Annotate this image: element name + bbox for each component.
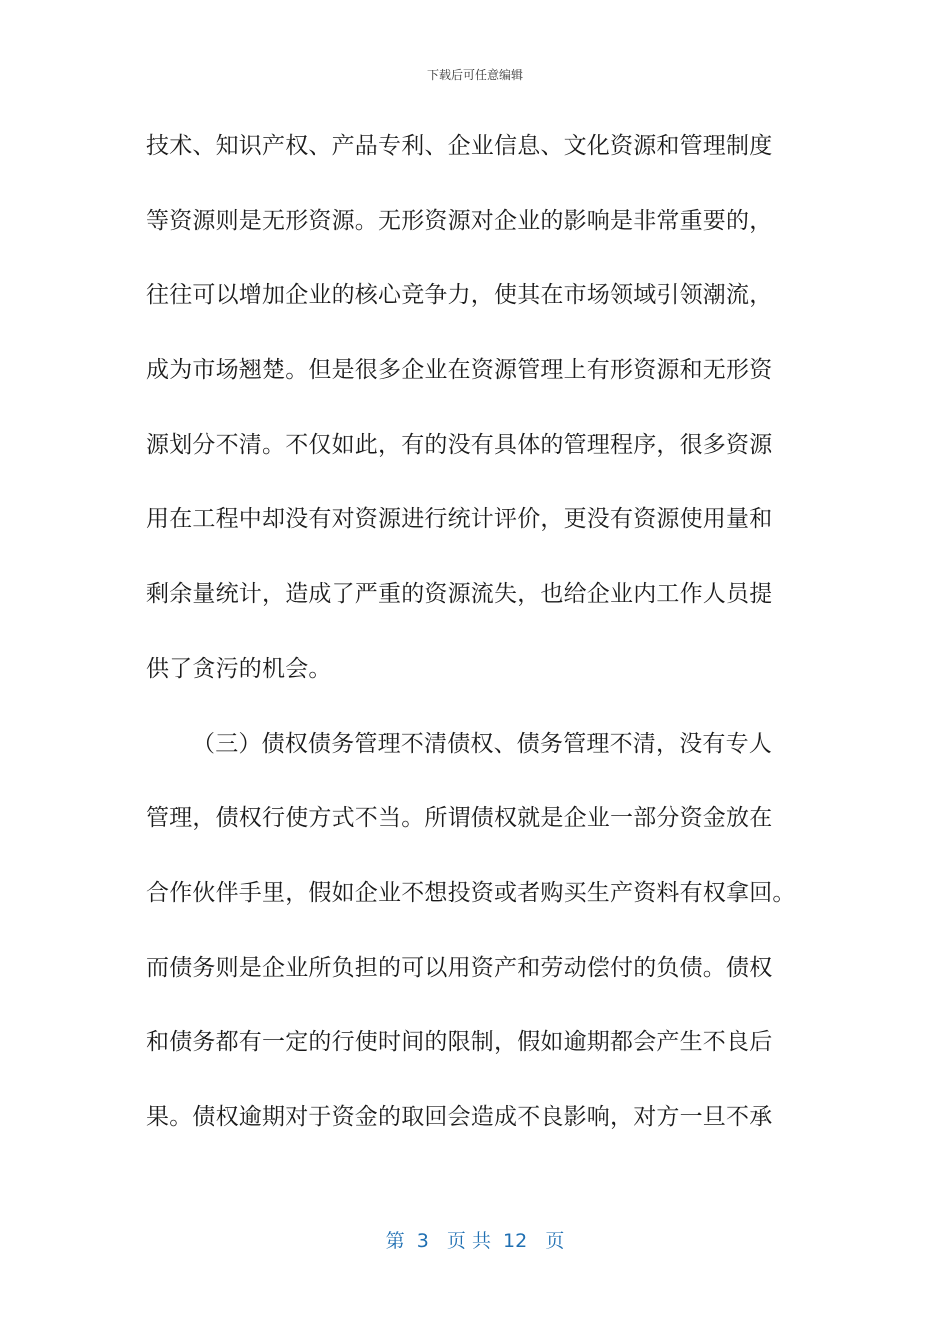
- text-line: 成为市场翘楚。但是很多企业在资源管理上有形资源和无形资: [146, 357, 773, 384]
- text-line: 剩余量统计，造成了严重的资源流失，也给企业内工作人员提: [146, 581, 773, 608]
- document-body: [146, 126, 816, 1172]
- text-line: 管理，债权行使方式不当。所谓债权就是企业一部分资金放在: [146, 805, 773, 832]
- text-line: 供了贪污的机会。: [146, 655, 332, 682]
- text-line: 用在工程中却没有对资源进行统计评价，更没有资源使用量和: [146, 506, 773, 533]
- page-number: 第 3 页 共 12 页: [385, 1230, 565, 1252]
- text-line: 等资源则是无形资源。无形资源对企业的影响是非常重要的，: [146, 207, 773, 234]
- text-line: 果。债权逾期对于资金的取回会造成不良影响，对方一旦不承: [146, 1103, 773, 1130]
- text-line: 而债务则是企业所负担的可以用资产和劳动偿付的负债。债权: [146, 954, 773, 981]
- text-line: 合作伙伴手里，假如企业不想投资或者购买生产资料有权拿回。: [146, 879, 796, 906]
- text-line: 技术、知识产权、产品专利、企业信息、文化资源和管理制度: [146, 133, 773, 159]
- text-line: 源划分不清。不仅如此，有的没有具体的管理程序，很多资源: [146, 431, 773, 458]
- section-heading-line: （三）债权债务管理不清债权、债务管理不清，没有专人: [192, 730, 772, 757]
- text-line: 往往可以增加企业的核心竞争力，使其在市场领域引领潮流，: [146, 282, 773, 309]
- text-line: 和债务都有一定的行使时间的限制，假如逾期都会产生不良后: [146, 1029, 773, 1056]
- header-note: 下载后可任意编辑: [426, 68, 523, 82]
